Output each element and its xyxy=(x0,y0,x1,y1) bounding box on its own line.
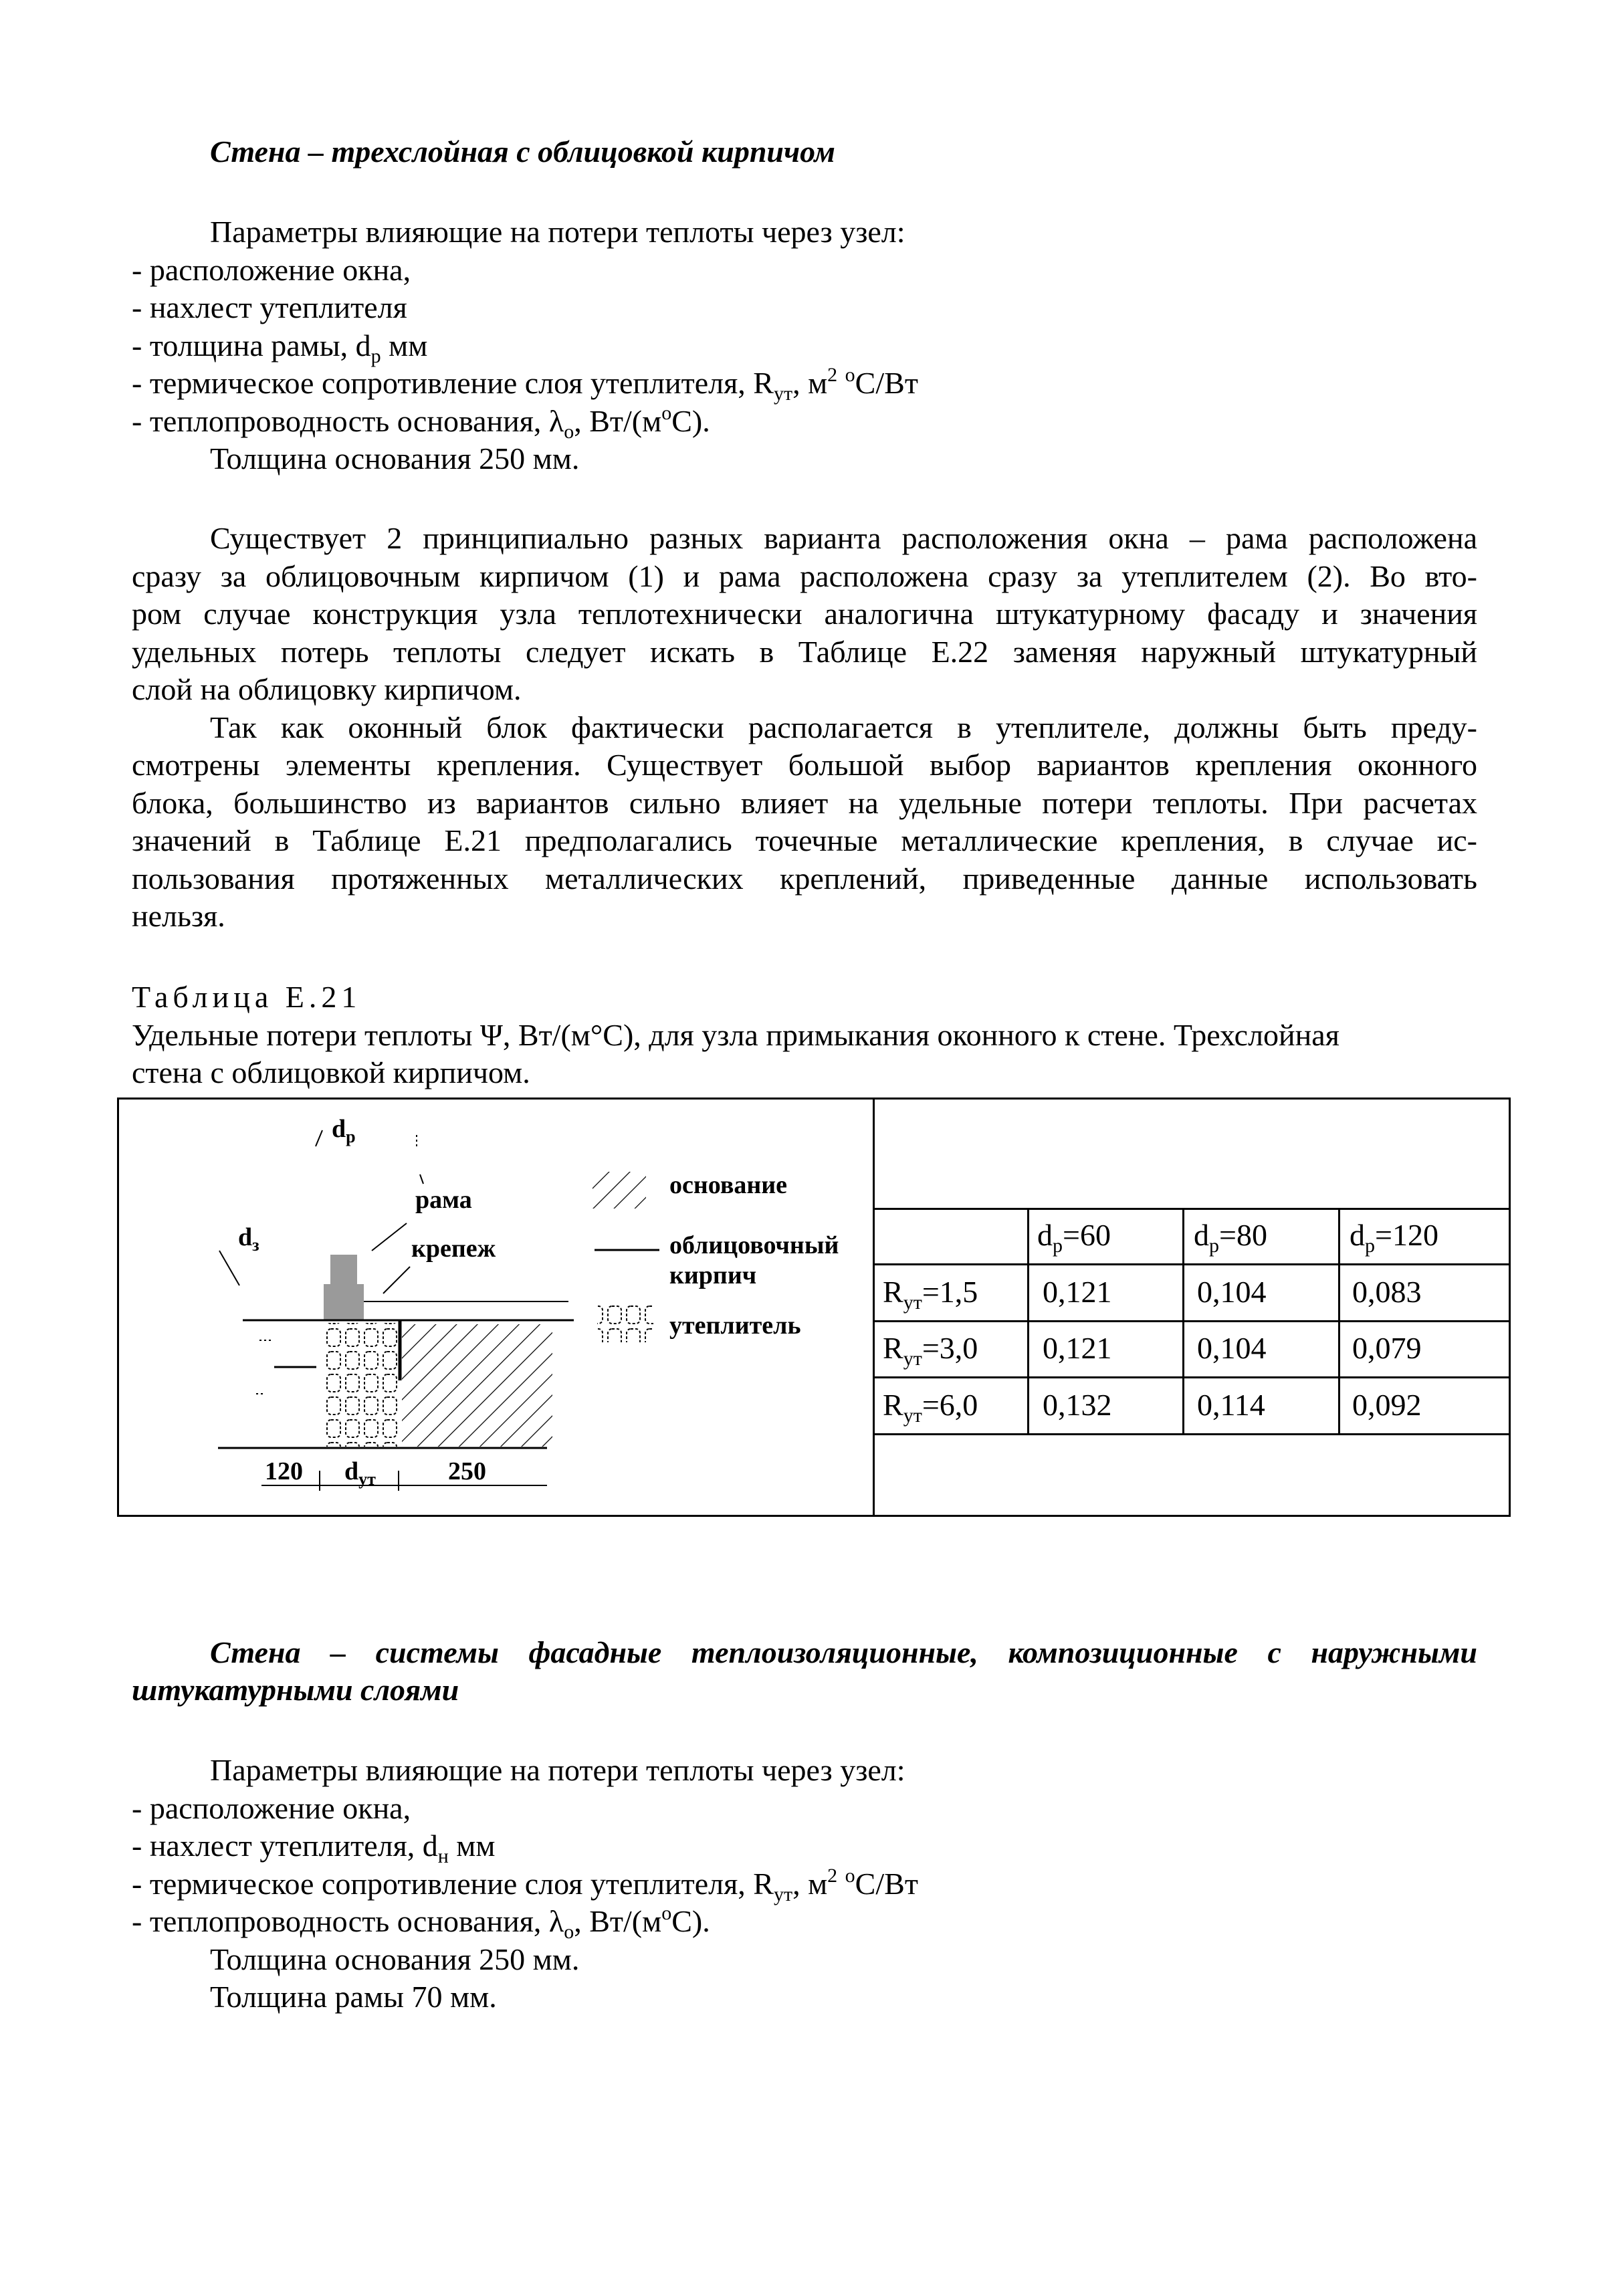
frame-label: рама xyxy=(415,1186,472,1214)
frame-shape xyxy=(330,1255,357,1284)
table-caption-line-1: Удельные потери теплоты Ψ, Вт/(м°С), для узла примыкания оконного к стене. Трехслойная xyxy=(132,1018,1339,1052)
table-cell: 0,114 xyxy=(1197,1388,1265,1422)
row-header-rut-3.0: $R_{ут}=3,0$ xyxy=(883,1331,978,1370)
paragraph1-line-3: ром случае конструкция узла теплотехнически аналогична штукатурному фасаду и значения xyxy=(132,597,1477,631)
section2-params-intro: Параметры влияющие на потери теплоты через узел: xyxy=(210,1753,905,1787)
paragraph1-line-4: удельных потерь теплоты следует искать в Таблице Е.22 заменяя наружный штукатурный xyxy=(132,635,1477,669)
section2-heading-line-1: Стена – системы фасадные теплоизоляционные, композиционные с наружными xyxy=(210,1635,1477,1669)
section2-param-3: - термическое сопротивление слоя утеплителя, $R_{ут}$, $м^2$ $^o$С/Вт xyxy=(132,1865,918,1905)
section1-param-4: - термическое сопротивление слоя утеплителя, $R_{ут}$, $м^2$ $^o$С/Вт xyxy=(132,364,918,405)
junction-drawing xyxy=(119,1100,873,1515)
table-cell: 0,092 xyxy=(1352,1388,1422,1422)
dim-dut: $d_{ут}$ xyxy=(344,1457,376,1489)
paragraph1-line-1: Существует 2 принципиально разных варианта расположения окна – рама расположена xyxy=(210,521,1477,555)
fastener-label: крепеж xyxy=(411,1235,496,1263)
paragraph1-line-5: слой на облицовку кирпичом. xyxy=(132,672,522,706)
row-header-rut-1.5: $R_{ут}=1,5$ xyxy=(883,1275,978,1314)
table-cell: 0,079 xyxy=(1352,1331,1422,1365)
section1-param-5: - теплопроводность основания, $\lambda_о$, $Вт/(м^oС)$. xyxy=(132,402,710,443)
base-shape xyxy=(402,1324,552,1447)
section1-heading: Стена – трехслойная с облицовкой кирпичом xyxy=(210,134,835,169)
dp-label: $d_p$ xyxy=(332,1115,356,1146)
legend-base-swatch xyxy=(593,1172,646,1209)
section2-base-thickness: Толщина основания 250 мм. xyxy=(210,1942,580,1976)
section1-param-1: - расположение окна, xyxy=(132,253,411,287)
table-e21 xyxy=(117,1098,1511,1517)
table-cell: 0,132 xyxy=(1043,1388,1112,1422)
table-cell: 0,104 xyxy=(1197,1331,1267,1365)
section1-param-2: - нахлест утеплителя xyxy=(132,290,407,324)
section1-base-thickness: Толщина основания 250 мм. xyxy=(210,441,580,476)
col-header-dp80: $d_p=80$ xyxy=(1194,1218,1267,1257)
legend-base-label: основание xyxy=(669,1171,787,1199)
section2-param-2: - нахлест утеплителя, $d_н$ мм xyxy=(132,1829,496,1867)
section2-param-1: - расположение окна, xyxy=(132,1791,411,1825)
table-cell: 0,104 xyxy=(1197,1275,1267,1309)
section1-params-intro: Параметры влияющие на потери теплоты через узел: xyxy=(210,215,905,249)
col-header-dp60: $d_p=60$ xyxy=(1037,1218,1111,1257)
col-header-dp120: $d_p=120$ xyxy=(1350,1218,1438,1257)
section2-frame-thickness: Толщина рамы 70 мм. xyxy=(210,1980,497,2014)
paragraph2-line-4: значений в Таблице Е.21 предполагались точечные металлические крепления, в случае ис- xyxy=(132,823,1477,857)
table-caption-line-2: стена с облицовкой кирпичом. xyxy=(132,1055,530,1089)
dim-120: 120 xyxy=(265,1457,303,1485)
section2-heading-line-2: штукатурными слоями xyxy=(132,1673,459,1707)
table-cell: 0,083 xyxy=(1352,1275,1422,1309)
dim-250: 250 xyxy=(448,1457,486,1485)
dz-label: $d_з$ xyxy=(238,1223,259,1255)
paragraph2-line-1: Так как оконный блок фактически располагается в утеплителе, должны быть преду- xyxy=(210,710,1477,744)
insulation-shape xyxy=(323,1323,400,1447)
legend-insulation-label: утеплитель xyxy=(669,1312,801,1340)
legend-insulation-swatch xyxy=(597,1303,653,1342)
paragraph2-line-6: нельзя. xyxy=(132,899,225,933)
section2-param-4: - теплопроводность основания, $\lambda_о$, $Вт/(м^oС)$. xyxy=(132,1902,710,1943)
table-cell: 0,121 xyxy=(1043,1331,1112,1365)
paragraph2-line-3: блока, большинство из вариантов сильно влияет на удельные потери теплоты. При расчетах xyxy=(132,786,1477,820)
legend-brick-label-1: облицовочный xyxy=(669,1231,839,1259)
row-header-rut-6.0: $R_{ут}=6,0$ xyxy=(883,1388,978,1427)
table-label: Таблица Е.21 xyxy=(132,980,362,1014)
table-cell: 0,121 xyxy=(1043,1275,1112,1309)
paragraph2-line-5: пользования протяженных металлических креплений, приведенные данные использовать xyxy=(132,861,1477,896)
window-junction-figure xyxy=(119,1100,873,1515)
section1-param-3: - толщина рамы, $d_p$ мм xyxy=(132,328,428,367)
paragraph2-line-2: смотрены элементы крепления. Существует большой выбор вариантов крепления оконного xyxy=(132,748,1477,782)
legend-brick-label-2: кирпич xyxy=(669,1261,757,1289)
paragraph1-line-2: сразу за облицовочным кирпичом (1) и рама расположена сразу за утеплителем (2). Во вто- xyxy=(132,559,1477,593)
psi-values-grid xyxy=(873,1100,1509,1515)
